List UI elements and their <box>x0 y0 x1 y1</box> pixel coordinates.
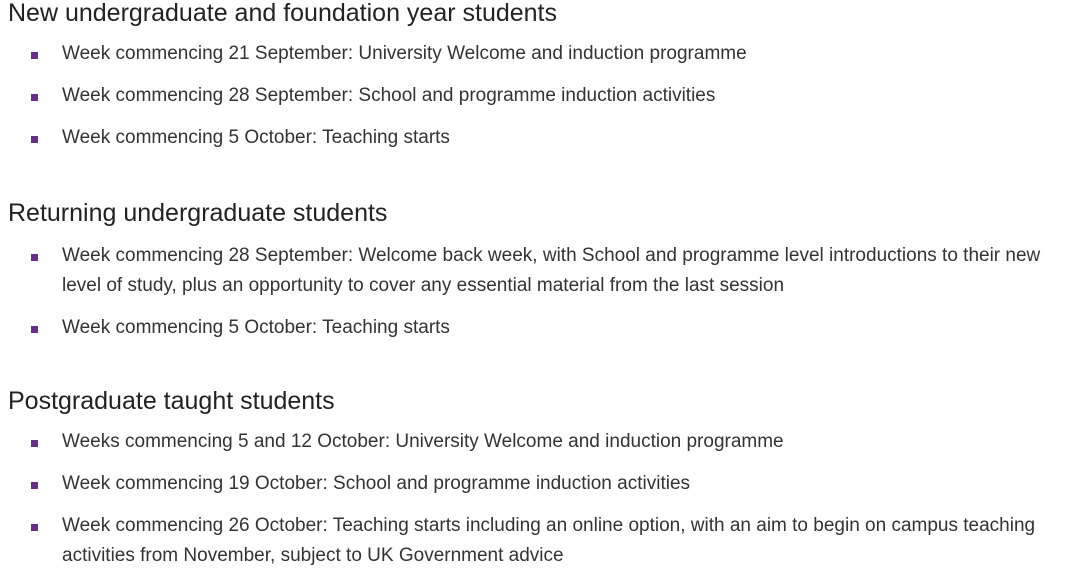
schedule-list <box>0 427 1080 571</box>
list-item <box>0 469 1080 499</box>
list-item-text: Week commencing 26 October: Teaching starts including an online option, with an aim to begin on campus teaching activities from November, subject to UK Government advice <box>62 515 1036 566</box>
list-item <box>0 241 1080 301</box>
schedule-list <box>0 39 1080 153</box>
square-bullet-icon <box>31 136 38 143</box>
square-bullet-icon <box>31 326 38 333</box>
section-heading: New undergraduate and foundation year students <box>8 0 557 27</box>
section-new-undergraduate <box>0 0 1080 153</box>
list-item-text: Week commencing 5 October: Teaching starts <box>62 317 450 338</box>
list-item-text: Week commencing 28 September: School and programme induction activities <box>62 85 716 106</box>
schedule-list <box>0 241 1080 343</box>
square-bullet-icon <box>31 94 38 101</box>
list-item-text: Week commencing 5 October: Teaching starts <box>62 127 450 148</box>
section-heading: Returning undergraduate students <box>8 199 388 227</box>
list-item-text: Week commencing 19 October: School and programme induction activities <box>62 473 691 494</box>
square-bullet-icon <box>31 524 38 531</box>
square-bullet-icon <box>31 52 38 59</box>
list-item <box>0 511 1080 571</box>
square-bullet-icon <box>31 482 38 489</box>
list-item <box>0 427 1080 457</box>
section-postgraduate-taught <box>0 382 1080 571</box>
list-item-text: Weeks commencing 5 and 12 October: University Welcome and induction programme <box>62 431 784 452</box>
section-heading: Postgraduate taught students <box>8 387 335 415</box>
square-bullet-icon <box>31 254 38 261</box>
section-returning-undergraduate <box>0 194 1080 343</box>
list-item <box>0 81 1080 111</box>
list-item-text: Week commencing 21 September: University Welcome and induction programme <box>62 43 747 64</box>
list-item <box>0 39 1080 69</box>
list-item <box>0 123 1080 153</box>
list-item-text: Week commencing 28 September: Welcome back week, with School and programme level introductions to their new level of study, plus an opportunity to cover any essential material from the last session <box>62 245 1041 296</box>
list-item <box>0 313 1080 343</box>
square-bullet-icon <box>31 440 38 447</box>
